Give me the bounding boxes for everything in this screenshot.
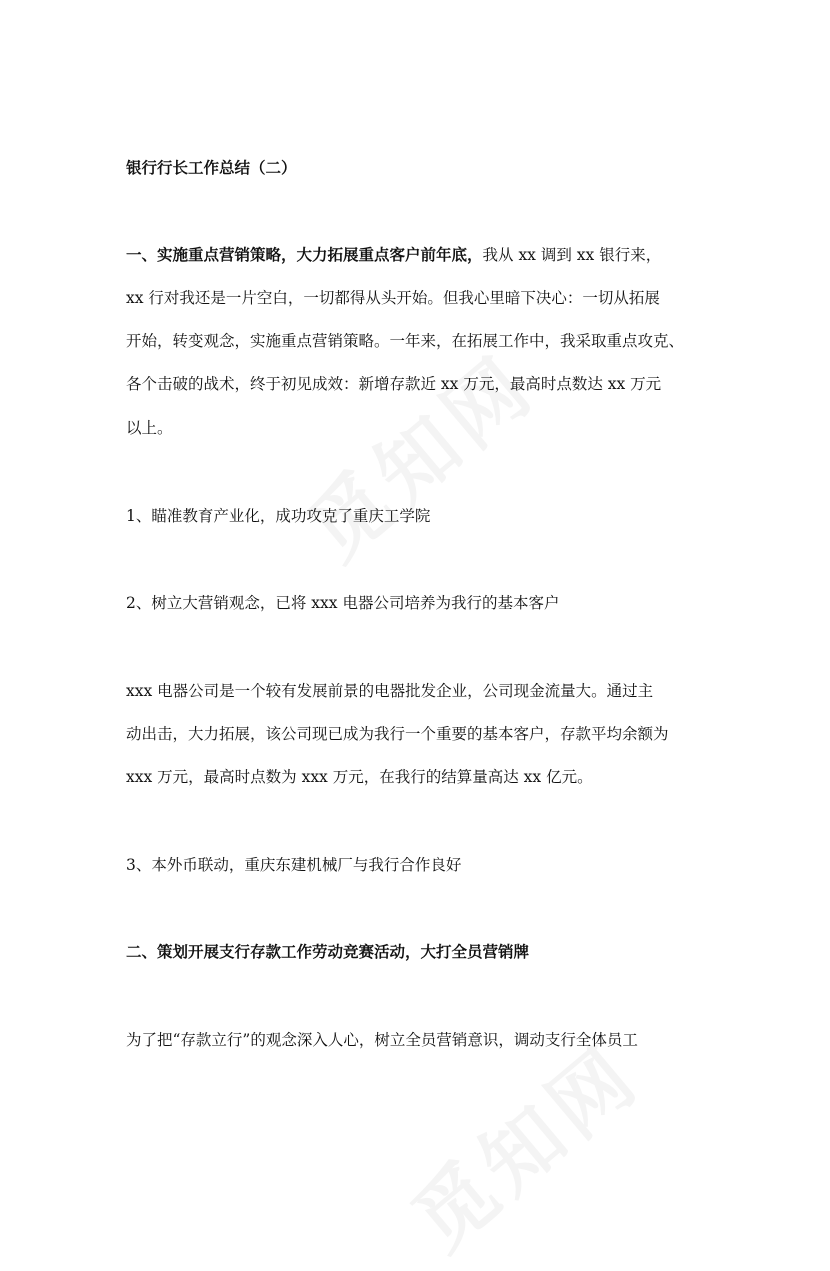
section1-line: 开始，转变观念，实施重点营销策略。一年来，在拓展工作中，我采取重点攻克、 — [126, 332, 685, 350]
list-item-2: 2、树立大营销观念，已将 xxx 电器公司培养为我行的基本客户 — [126, 594, 560, 612]
document-title: 银行行长工作总结（二） — [126, 158, 297, 177]
item2-body-line: xxx 电器公司是一个较有发展前景的电器批发企业，公司现金流量大。通过主 — [126, 682, 654, 700]
item2-body-line: xxx 万元，最高时点数为 xxx 万元，在我行的结算量高达 xx 亿元。 — [126, 768, 593, 786]
section2-heading: 二、策划开展支行存款工作劳动竞赛活动，大打全员营销牌 — [126, 942, 530, 961]
item2-body-line: 动出击，大力拓展，该公司现已成为我行一个重要的基本客户，存款平均余额为 — [126, 725, 669, 743]
watermark-bottom — [384, 1014, 660, 1271]
section1-lead-text: 我从 xx 调到 xx 银行来， — [482, 246, 662, 264]
section1-first-line — [126, 245, 716, 265]
section1-line: 以上。 — [126, 419, 173, 437]
section2-body-line: 为了把“存款立行”的观念深入人心，树立全员营销意识，调动支行全体员工 — [126, 1031, 638, 1049]
list-item-3: 3、本外币联动，重庆东建机械厂与我行合作良好 — [126, 856, 462, 874]
section1-line: xx 行对我还是一片空白，一切都得从头开始。但我心里暗下决心：一切从拓展 — [126, 289, 660, 307]
watermark — [279, 324, 555, 582]
section1-line: 各个击破的战术，终于初见成效：新增存款近 xx 万元，最高时点数达 xx 万元 — [126, 375, 662, 393]
section1-heading: 一、实施重点营销策略，大力拓展重点客户前年底， — [126, 245, 483, 264]
list-item-1: 1、瞄准教育产业化，成功攻克了重庆工学院 — [126, 507, 431, 525]
